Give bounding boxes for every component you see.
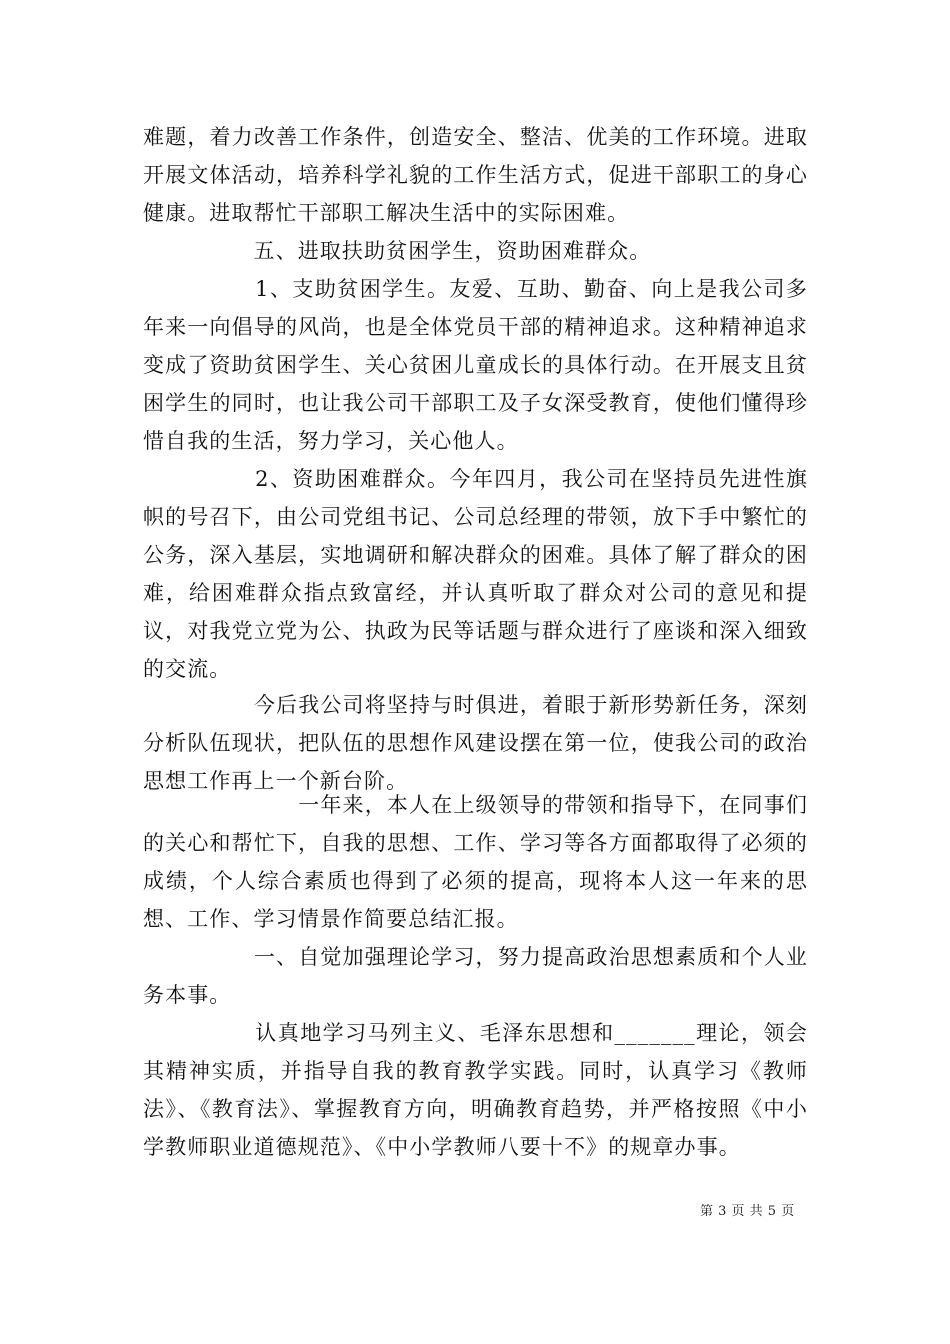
paragraph-text: 一、自觉加强理论学习，努力提高政治思想素质和个人业务本事。 xyxy=(143,945,809,1007)
paragraph-indent xyxy=(143,945,254,969)
paragraph xyxy=(143,460,808,688)
paragraph xyxy=(143,270,808,460)
paragraph-text: 认真地学习马列主义、毛泽东思想和_______理论，领会其精神实质，并指导自我的教育教学实践。同时，认真学习《教师法》、《教育法》、掌握教育方向，明确教育趋势，并严格按照《中小学教师职业道德规范》、《中小学教师八要十不》的规章办事。 xyxy=(143,1021,808,1159)
paragraph-indent xyxy=(143,1021,255,1045)
paragraph xyxy=(143,686,808,800)
paragraph-text: 1、支助贫困学生。友爱、互助、勤奋、向上是我公司多年来一向倡导的风尚，也是全体党员干部的精神追求。这种精神追求变成了资助贫困学生、关心贫困儿童成长的具体行动。在开展支且贫困学生的同时，也让我公司干部职工及子女深受教育，使他们懂得珍惜自我的生活，努力学习，关心他人。 xyxy=(143,277,809,453)
page-number: 第 3 页 共 5 页 xyxy=(700,1204,795,1219)
paragraph-indent xyxy=(143,239,254,263)
paragraph-indent xyxy=(143,467,255,491)
paragraph-indent xyxy=(143,793,298,817)
paragraph-text: 2、资助困难群众。今年四月，我公司在坚持员先进性旗帜的号召下，由公司党组书记、公司总经理的带领，放下手中繁忙的公务，深入基层，实地调研和解决群众的困难。具体了解了群众的困难，给困难群众指点致富经，并认真听取了群众对公司的意见和提议，对我党立党为公、执政为民等话题与群众进行了座谈和深入细致的交流。 xyxy=(143,467,809,681)
section-heading xyxy=(143,232,808,270)
paragraph-text: 五、进取扶助贫困学生，资助困难群众。 xyxy=(253,239,652,263)
paragraph-text: 难题，着力改善工作条件，创造安全、整洁、优美的工作环境。进取开展文体活动，培养科学礼貌的工作生活方式，促进干部职工的身心健康。进取帮忙干部职工解决生活中的实际困难。 xyxy=(143,125,808,225)
paragraph-indent xyxy=(143,693,254,717)
paragraph-text: 一年来，本人在上级领导的带领和指导下，在同事们的关心和帮忙下，自我的思想、工作、学习等各方面都取得了必须的成绩，个人综合素质也得到了必须的提高，现将本人这一年来的思想、工作、学习情景作简要总结汇报。 xyxy=(143,793,808,931)
paragraph-indent xyxy=(143,277,255,301)
paragraph xyxy=(143,786,808,938)
paragraph xyxy=(143,118,808,232)
paragraph-text: 今后我公司将坚持与时俱进，着眼于新形势新任务，深刻分析队伍现状，把队伍的思想作风建设摆在第一位，使我公司的政治思想工作再上一个新台阶。 xyxy=(143,693,809,793)
section-heading xyxy=(143,938,808,1014)
paragraph xyxy=(143,1014,808,1166)
